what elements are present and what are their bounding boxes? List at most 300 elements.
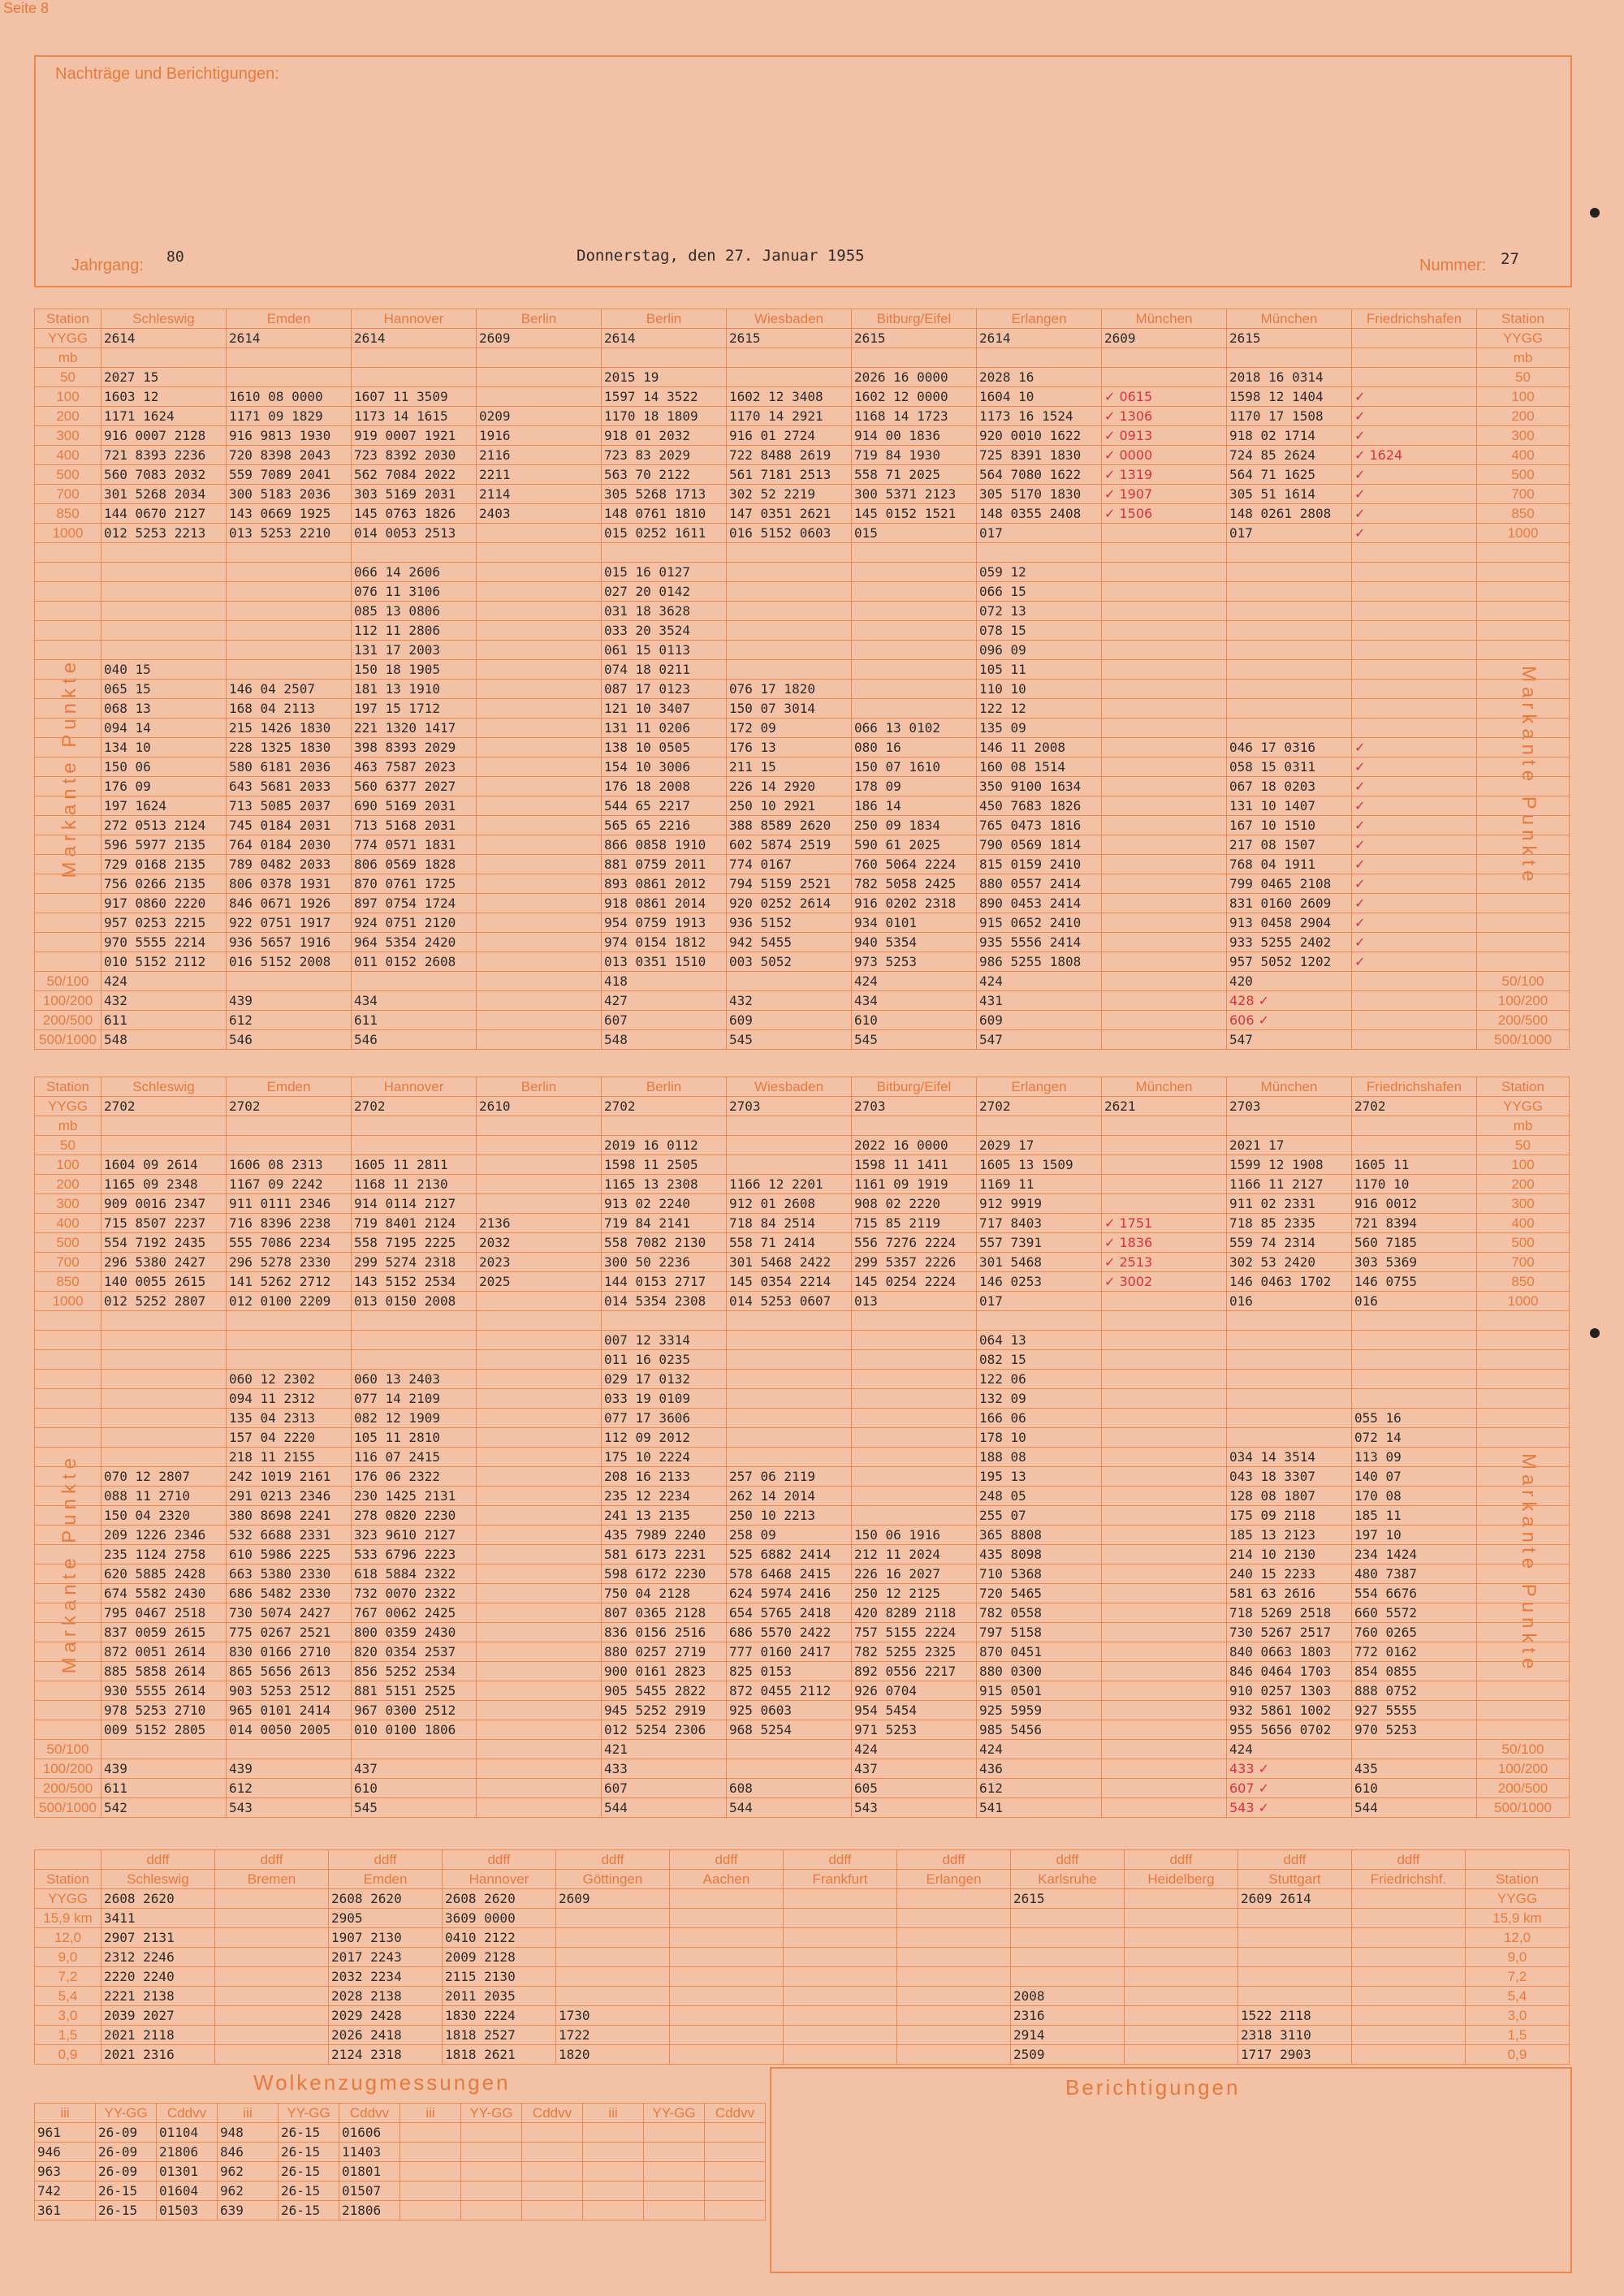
markante-cell — [477, 757, 602, 777]
wolkenzug-cell: 742 — [35, 2182, 96, 2201]
markante-cell: 014 0050 2005 — [227, 1720, 352, 1740]
markante-cell: 974 0154 1812 — [602, 933, 727, 952]
markante-cell — [352, 1350, 477, 1370]
wind-cell: 1522 2118 — [1238, 2006, 1352, 2026]
markante-cell: 654 5765 2418 — [727, 1603, 852, 1623]
wind-cell: 2221 2138 — [102, 1987, 215, 2006]
markante-cell: 166 06 — [977, 1409, 1102, 1428]
markante-cell: 910 0257 1303 — [1227, 1681, 1352, 1701]
markante-cell: 915 0501 — [977, 1681, 1102, 1701]
markante-cell: 221 1320 1417 — [352, 719, 477, 738]
thickness-cell: 548 — [602, 1030, 727, 1050]
markante-cell: 713 5168 2031 — [352, 816, 477, 835]
station-label: Station — [35, 309, 102, 329]
thickness-cell: 433 — [602, 1759, 727, 1779]
wind-cell: 2907 2131 — [102, 1928, 215, 1948]
wolkenzug-cell: 26-09 — [96, 2162, 157, 2182]
wind-cell — [215, 1987, 329, 2006]
markante-cell: 554 6676 — [1352, 1584, 1477, 1603]
data-cell: 015 — [852, 524, 977, 543]
markante-cell: 043 18 3307 — [1227, 1467, 1352, 1487]
markante-cell — [1352, 563, 1477, 582]
markante-cell — [727, 1448, 852, 1467]
markante-cell: 581 6173 2231 — [602, 1545, 727, 1564]
markante-cell — [227, 602, 352, 621]
subheader-cell — [852, 1116, 977, 1136]
markante-cell — [1102, 1642, 1227, 1662]
markante-side-cell — [35, 1584, 102, 1603]
markante-cell — [477, 952, 602, 972]
markante-cell: 756 0266 2135 — [102, 874, 227, 894]
markante-cell: 154 10 3006 — [602, 757, 727, 777]
markante-cell: 925 5959 — [977, 1701, 1102, 1720]
data-cell: 305 51 1614 — [1227, 485, 1352, 504]
markante-cell: 380 8698 2241 — [227, 1506, 352, 1526]
wolkenzug-cell: 962 — [218, 2182, 279, 2201]
markante-cell: 131 17 2003 — [352, 641, 477, 660]
markante-cell: 620 5885 2428 — [102, 1564, 227, 1584]
level-label: 400 — [35, 446, 102, 465]
data-cell — [477, 387, 602, 407]
markante-cell — [477, 719, 602, 738]
thickness-label: 500/1000 — [35, 1798, 102, 1818]
height-label: 15,9 km — [35, 1909, 102, 1928]
level-label: 100 — [1477, 387, 1570, 407]
data-cell: 1168 11 2130 — [352, 1175, 477, 1194]
wolkenzug-cell — [705, 2201, 766, 2220]
wind-cell: 1818 2621 — [443, 2045, 556, 2065]
markante-cell: 643 5681 2033 — [227, 777, 352, 796]
markante-cell: 110 10 — [977, 680, 1102, 699]
markante-side-cell — [1477, 719, 1570, 738]
wolkenzug-cell — [705, 2143, 766, 2162]
station-label: Station — [1466, 1870, 1570, 1889]
markante-side-cell — [1477, 1584, 1570, 1603]
level-label: 50 — [1477, 1136, 1570, 1155]
markante-cell — [477, 894, 602, 913]
markante-cell — [477, 1350, 602, 1370]
markante-cell: 618 5884 2322 — [352, 1564, 477, 1584]
data-cell: 299 5357 2226 — [852, 1253, 977, 1272]
markante-side-cell — [1477, 1681, 1570, 1701]
markante-side-cell — [1477, 835, 1570, 855]
spacer-cell — [977, 1311, 1102, 1331]
markante-cell — [1102, 1448, 1227, 1467]
station-name: München — [1227, 309, 1352, 329]
station-name: Erlangen — [977, 309, 1102, 329]
level-label: 200 — [1477, 407, 1570, 426]
level-label: 100 — [35, 387, 102, 407]
data-cell: 913 02 2240 — [602, 1194, 727, 1214]
markante-cell — [852, 699, 977, 719]
wolkenzug-header: Cddvv — [705, 2104, 766, 2123]
wind-cell — [1011, 1909, 1125, 1928]
level-label: 400 — [35, 1214, 102, 1233]
thickness-cell: 439 — [102, 1759, 227, 1779]
height-label: 5,4 — [1466, 1987, 1570, 2006]
markante-cell — [1102, 1409, 1227, 1428]
wolkenzug-cell — [522, 2123, 583, 2143]
markante-cell — [227, 621, 352, 641]
markante-cell — [477, 796, 602, 816]
markante-cell — [1227, 1389, 1352, 1409]
markante-cell: 580 6181 2036 — [227, 757, 352, 777]
markante-cell: 176 06 2322 — [352, 1467, 477, 1487]
markante-cell: 774 0571 1831 — [352, 835, 477, 855]
thickness-cell: 420 — [1227, 972, 1352, 991]
thickness-cell: 424 — [977, 1740, 1102, 1759]
markante-cell: 012 5254 2306 — [602, 1720, 727, 1740]
markante-cell — [477, 1331, 602, 1350]
markante-cell — [102, 602, 227, 621]
subheader-cell — [852, 348, 977, 368]
thickness-cell: 608 — [727, 1779, 852, 1798]
markante-cell — [1102, 1506, 1227, 1526]
station-name: Wiesbaden — [727, 309, 852, 329]
wind-cell — [215, 1967, 329, 1987]
markante-side-cell — [35, 1545, 102, 1564]
markante-cell — [1102, 1370, 1227, 1389]
station-name: Erlangen — [897, 1870, 1011, 1889]
markante-cell: 450 7683 1826 — [977, 796, 1102, 816]
wind-cell — [784, 1967, 897, 1987]
data-cell: 1610 08 0000 — [227, 387, 352, 407]
markante-cell: 150 06 — [102, 757, 227, 777]
markante-side-cell — [35, 1526, 102, 1545]
markante-cell: 767 0062 2425 — [352, 1603, 477, 1623]
station-date: 2608 2620 — [329, 1889, 443, 1909]
markante-cell: 250 09 1834 — [852, 816, 977, 835]
markante-cell: 250 10 2213 — [727, 1506, 852, 1526]
data-cell: 558 7082 2130 — [602, 1233, 727, 1253]
data-cell: 299 5274 2318 — [352, 1253, 477, 1272]
markante-cell: 732 0070 2322 — [352, 1584, 477, 1603]
markante-cell — [852, 582, 977, 602]
station-label: Station — [1477, 309, 1570, 329]
wolkenzug-cell — [400, 2162, 461, 2182]
markante-cell — [1352, 660, 1477, 680]
markante-cell — [1102, 1603, 1227, 1623]
markante-side-cell — [35, 796, 102, 816]
wolkenzug-cell: 01503 — [157, 2201, 218, 2220]
markante-cell — [477, 582, 602, 602]
thickness-cell — [1102, 1011, 1227, 1030]
data-cell: ✓ 0615 — [1102, 387, 1227, 407]
markante-side-cell — [35, 1409, 102, 1428]
markante-cell: 176 09 — [102, 777, 227, 796]
markante-cell — [1102, 582, 1227, 602]
data-cell: ✓ 1624 — [1352, 446, 1477, 465]
markante-cell — [1102, 1487, 1227, 1506]
markante-cell — [1352, 1389, 1477, 1409]
markante-side-cell — [1477, 1389, 1570, 1409]
markante-cell — [477, 1428, 602, 1448]
data-cell: 914 00 1836 — [852, 426, 977, 446]
markante-cell: 140 07 — [1352, 1467, 1477, 1487]
markante-cell: 197 10 — [1352, 1526, 1477, 1545]
level-label: 500 — [1477, 1233, 1570, 1253]
subheader-cell — [102, 348, 227, 368]
data-cell: 303 5369 — [1352, 1253, 1477, 1272]
wolkenzug-cell — [522, 2201, 583, 2220]
markante-cell: 881 0759 2011 — [602, 855, 727, 874]
data-cell: 148 0355 2408 — [977, 504, 1102, 524]
markante-cell: 790 0569 1814 — [977, 835, 1102, 855]
station-date: 2614 — [977, 329, 1102, 348]
data-cell — [477, 1194, 602, 1214]
markante-cell — [102, 1370, 227, 1389]
level-label: 1000 — [35, 524, 102, 543]
mb-label: mb — [35, 1116, 102, 1136]
station-date: 2609 — [1102, 329, 1227, 348]
wind-cell — [784, 1987, 897, 2006]
markante-cell: 046 17 0316 — [1227, 738, 1352, 757]
markante-cell: 760 5064 2224 — [852, 855, 977, 874]
wind-cell — [784, 2026, 897, 2045]
markante-cell — [1102, 1701, 1227, 1720]
data-cell: ✓ 1306 — [1102, 407, 1227, 426]
markante-cell: 794 5159 2521 — [727, 874, 852, 894]
markante-cell — [1102, 757, 1227, 777]
markante-cell — [352, 1331, 477, 1350]
yygg-label: YYGG — [1477, 329, 1570, 348]
subheader-cell — [1102, 348, 1227, 368]
data-cell: 305 5170 1830 — [977, 485, 1102, 504]
wind-cell — [556, 1948, 670, 1967]
station-date: 2615 — [1227, 329, 1352, 348]
markante-cell — [852, 621, 977, 641]
markante-cell: 197 15 1712 — [352, 699, 477, 719]
markante-side-left-1: Markante Punkte — [58, 658, 80, 878]
station-name: Stuttgart — [1238, 1870, 1352, 1889]
markante-cell: 217 08 1507 — [1227, 835, 1352, 855]
data-cell — [1352, 368, 1477, 387]
markante-cell: 262 14 2014 — [727, 1487, 852, 1506]
data-cell: 144 0153 2717 — [602, 1272, 727, 1292]
markante-side-cell — [35, 738, 102, 757]
markante-cell — [477, 621, 602, 641]
markante-cell: 774 0167 — [727, 855, 852, 874]
markante-cell: 011 16 0235 — [602, 1350, 727, 1370]
wind-cell — [1352, 2026, 1466, 2045]
thickness-cell — [1102, 1798, 1227, 1818]
data-cell — [102, 1136, 227, 1155]
markante-cell: 846 0671 1926 — [227, 894, 352, 913]
markante-side-cell — [35, 699, 102, 719]
markante-cell — [1102, 1623, 1227, 1642]
wind-cell — [215, 1948, 329, 1967]
markante-cell: 880 0300 — [977, 1662, 1102, 1681]
wind-cell: 2039 2027 — [102, 2006, 215, 2026]
data-cell: 721 8393 2236 — [102, 446, 227, 465]
wolkenzug-cell: 01604 — [157, 2182, 218, 2201]
wind-cell: 0410 2122 — [443, 1928, 556, 1948]
data-cell: 725 8391 1830 — [977, 446, 1102, 465]
station-name: München — [1227, 1077, 1352, 1097]
wind-cell — [1011, 1948, 1125, 1967]
ddff-label: ddff — [670, 1850, 784, 1870]
wind-cell — [670, 1948, 784, 1967]
data-cell: ✓ 1836 — [1102, 1233, 1227, 1253]
markante-cell: 954 5454 — [852, 1701, 977, 1720]
markante-cell — [852, 641, 977, 660]
data-cell — [477, 1136, 602, 1155]
markante-cell: 323 9610 2127 — [352, 1526, 477, 1545]
markante-cell: 291 0213 2346 — [227, 1487, 352, 1506]
markante-cell — [1102, 738, 1227, 757]
station-name: Karlsruhe — [1011, 1870, 1125, 1889]
markante-side-cell — [1477, 933, 1570, 952]
markante-cell: 866 0858 1910 — [602, 835, 727, 855]
data-cell — [1102, 1175, 1227, 1194]
station-name: Wiesbaden — [727, 1077, 852, 1097]
data-cell: 305 5268 1713 — [602, 485, 727, 504]
data-cell: 300 50 2236 — [602, 1253, 727, 1272]
wind-cell: 2914 — [1011, 2026, 1125, 2045]
markante-cell: 932 5861 1002 — [1227, 1701, 1352, 1720]
binder-hole-2 — [1590, 1328, 1600, 1338]
data-cell — [477, 368, 602, 387]
markante-cell — [102, 1409, 227, 1428]
station-name: Friedrichshafen — [1352, 309, 1477, 329]
markante-cell — [852, 1350, 977, 1370]
wind-cell: 2029 2428 — [329, 2006, 443, 2026]
wind-cell — [670, 2045, 784, 2065]
wolkenzug-cell: 21806 — [157, 2143, 218, 2162]
markante-cell: 900 0161 2823 — [602, 1662, 727, 1681]
height-label: 1,5 — [35, 2026, 102, 2045]
markante-cell: 890 0453 2414 — [977, 894, 1102, 913]
corner-cell — [1466, 1850, 1570, 1870]
markante-cell: 565 65 2216 — [602, 816, 727, 835]
subheader-cell — [477, 348, 602, 368]
markante-cell: 420 8289 2118 — [852, 1603, 977, 1623]
markante-cell: 074 18 0211 — [602, 660, 727, 680]
data-cell: ✓ 1506 — [1102, 504, 1227, 524]
markante-side-cell — [1477, 1642, 1570, 1662]
level-label: 500 — [35, 465, 102, 485]
wind-cell: 2115 2130 — [443, 1967, 556, 1987]
markante-cell: 965 0101 2414 — [227, 1701, 352, 1720]
data-cell: 1605 11 — [1352, 1155, 1477, 1175]
thickness-cell — [727, 1759, 852, 1779]
data-cell: 301 5468 — [977, 1253, 1102, 1272]
markante-side-left-2: Markante Punkte — [58, 1453, 80, 1674]
wind-cell — [784, 2006, 897, 2026]
markante-cell: 936 5152 — [727, 913, 852, 933]
nummer-label: Nummer: — [1419, 257, 1487, 274]
mb-label: mb — [35, 348, 102, 368]
thickness-label: 200/500 — [1477, 1011, 1570, 1030]
markante-cell — [1102, 602, 1227, 621]
thickness-cell: 437 — [852, 1759, 977, 1779]
data-cell: 1605 11 2811 — [352, 1155, 477, 1175]
markante-cell — [1227, 719, 1352, 738]
station-date: 2608 2620 — [102, 1889, 215, 1909]
thickness-cell: 546 — [227, 1030, 352, 1050]
data-cell: 716 8396 2238 — [227, 1214, 352, 1233]
markante-side-cell — [1477, 1603, 1570, 1623]
data-cell: 558 7195 2225 — [352, 1233, 477, 1253]
thickness-cell — [1352, 1011, 1477, 1030]
markante-side-cell — [1477, 1487, 1570, 1506]
markante-side-cell — [35, 952, 102, 972]
markante-cell: 132 09 — [977, 1389, 1102, 1409]
markante-side-cell — [35, 1701, 102, 1720]
data-cell: 919 0007 1921 — [352, 426, 477, 446]
markante-cell: 674 5582 2430 — [102, 1584, 227, 1603]
thickness-cell: 610 — [852, 1011, 977, 1030]
markante-cell — [477, 1545, 602, 1564]
ddff-label: ddff — [102, 1850, 215, 1870]
data-cell: 017 — [1227, 524, 1352, 543]
data-cell: 012 0100 2209 — [227, 1292, 352, 1311]
level-label: 300 — [1477, 1194, 1570, 1214]
wolkenzug-cell — [583, 2123, 644, 2143]
thickness-cell: 542 — [102, 1798, 227, 1818]
markante-cell: 087 17 0123 — [602, 680, 727, 699]
data-cell: 1171 09 1829 — [227, 407, 352, 426]
wind-cell — [1352, 1987, 1466, 2006]
data-cell: 016 — [1352, 1292, 1477, 1311]
data-cell: 1597 14 3522 — [602, 387, 727, 407]
data-cell: 564 71 1625 — [1227, 465, 1352, 485]
markante-cell — [1352, 1331, 1477, 1350]
markante-side-cell — [35, 602, 102, 621]
data-cell — [352, 368, 477, 387]
data-cell: 300 5371 2123 — [852, 485, 977, 504]
wolkenzug-cell: 01301 — [157, 2162, 218, 2182]
ddff-label: ddff — [443, 1850, 556, 1870]
markante-cell: 885 5858 2614 — [102, 1662, 227, 1681]
markante-side-cell — [1477, 757, 1570, 777]
markante-cell — [1102, 719, 1227, 738]
markante-cell: 150 04 2320 — [102, 1506, 227, 1526]
wind-cell — [556, 1928, 670, 1948]
markante-cell: 924 0751 2120 — [352, 913, 477, 933]
station-date — [670, 1889, 784, 1909]
data-cell — [727, 1136, 852, 1155]
wolkenzug-header: Cddvv — [522, 2104, 583, 2123]
ddff-label: ddff — [1125, 1850, 1238, 1870]
yygg-label: YYGG — [35, 1889, 102, 1909]
markante-side-cell — [35, 816, 102, 835]
station-name: Frankfurt — [784, 1870, 897, 1889]
wind-cell: 1820 — [556, 2045, 670, 2065]
height-label: 3,0 — [35, 2006, 102, 2026]
station-label: Station — [35, 1870, 102, 1889]
level-label: 850 — [1477, 1272, 1570, 1292]
thickness-cell: 548 — [102, 1030, 227, 1050]
wind-cell: 2032 2234 — [329, 1967, 443, 1987]
station-name: Bitburg/Eifel — [852, 1077, 977, 1097]
level-label: 700 — [35, 485, 102, 504]
wolkenzug-header: iii — [583, 2104, 644, 2123]
wolkenzug-header: Cddvv — [157, 2104, 218, 2123]
data-cell: 1170 14 2921 — [727, 407, 852, 426]
markante-side-cell — [35, 835, 102, 855]
markante-cell — [852, 680, 977, 699]
wind-cell — [784, 1909, 897, 1928]
data-cell: 012 5253 2213 — [102, 524, 227, 543]
subheader-cell — [352, 348, 477, 368]
wolkenzug-header: YY-GG — [461, 2104, 522, 2123]
markante-cell: 146 04 2507 — [227, 680, 352, 699]
markante-cell: 157 04 2220 — [227, 1428, 352, 1448]
thickness-cell — [1102, 972, 1227, 991]
markante-side-cell — [1477, 738, 1570, 757]
thickness-cell — [1102, 1740, 1227, 1759]
